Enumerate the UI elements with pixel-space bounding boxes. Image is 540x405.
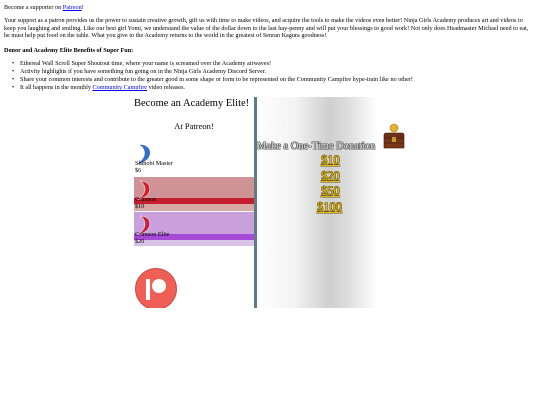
intro-text: Become a supporter on xyxy=(4,4,63,11)
benefits-list xyxy=(10,60,530,92)
benefit-item: • Share your common interests and contribute to the greater good in some shape or form to be represented on the Community Campfire hype-train like no other! xyxy=(10,76,530,84)
patreon-logo-dot xyxy=(152,279,166,293)
patreon-logo-icon[interactable] xyxy=(135,268,177,308)
benefit-item: • Ethereal Wall Scroll Super Shoutout time, where your name is screamed over the Academy airwaves! xyxy=(10,60,530,68)
benefit-item-suffix: video releases. xyxy=(147,84,185,92)
support-paragraph: Your support as a patron provides us the power to sustain creative growth, gift us with time to make videos, and acquire the tools to make the videos even better! Ninja Girls Academy produces art and videos to keep you laughing and smiling. Like our best girl Yomi, we understand the value of the dollar down to the last hay-penny and will put your blessings to good work! Not only does Headmaster Michael need to eat, he must help put food on the table. What you give to the Academy returns to the world in the greatest of Senran Kagura goodness! xyxy=(4,17,529,40)
tier-shinobi-master[interactable] xyxy=(134,141,254,175)
intro-line xyxy=(4,4,532,12)
donation-heading: Make a One-Time Donation xyxy=(257,141,376,152)
tier-name: Crimson Elite xyxy=(135,231,170,238)
tier-price: $10 xyxy=(135,203,145,210)
donate-10-button[interactable]: $10 xyxy=(321,153,340,167)
benefit-item-prefix: It all happens in the monthly xyxy=(20,84,93,92)
banner-title: Become an Academy Elite! xyxy=(134,98,250,109)
tiers-panel xyxy=(134,97,254,308)
tier-name: Crimson xyxy=(135,196,157,203)
benefits-heading: Donor and Academy Elite Benefits of Super Fun: xyxy=(4,47,134,54)
benefit-item xyxy=(10,84,530,92)
intro-suffix: ! xyxy=(81,4,84,11)
patreon-banner[interactable] xyxy=(134,97,407,308)
tier-crimson-elite[interactable] xyxy=(134,212,254,246)
donate-50-button[interactable]: $50 xyxy=(321,184,340,198)
patreon-logo-bar xyxy=(146,279,150,300)
community-campfire-link[interactable]: Community Campfire xyxy=(92,84,148,92)
patreon-link[interactable]: Patreon xyxy=(62,4,82,11)
donation-panel xyxy=(257,97,407,308)
banner-subtitle: At Patreon! xyxy=(174,121,214,131)
tier-name: Shinobi Master xyxy=(135,160,173,167)
donate-100-button[interactable]: $100 xyxy=(317,200,342,214)
tier-price: $6 xyxy=(135,167,142,174)
benefit-item: • Activity highlights if you have something fun going on in the Ninja Girls Academy Discord Server. xyxy=(10,68,530,76)
donate-20-button[interactable]: $20 xyxy=(321,169,340,183)
tier-crimson[interactable] xyxy=(134,177,254,211)
tier-price: $20 xyxy=(135,238,145,245)
